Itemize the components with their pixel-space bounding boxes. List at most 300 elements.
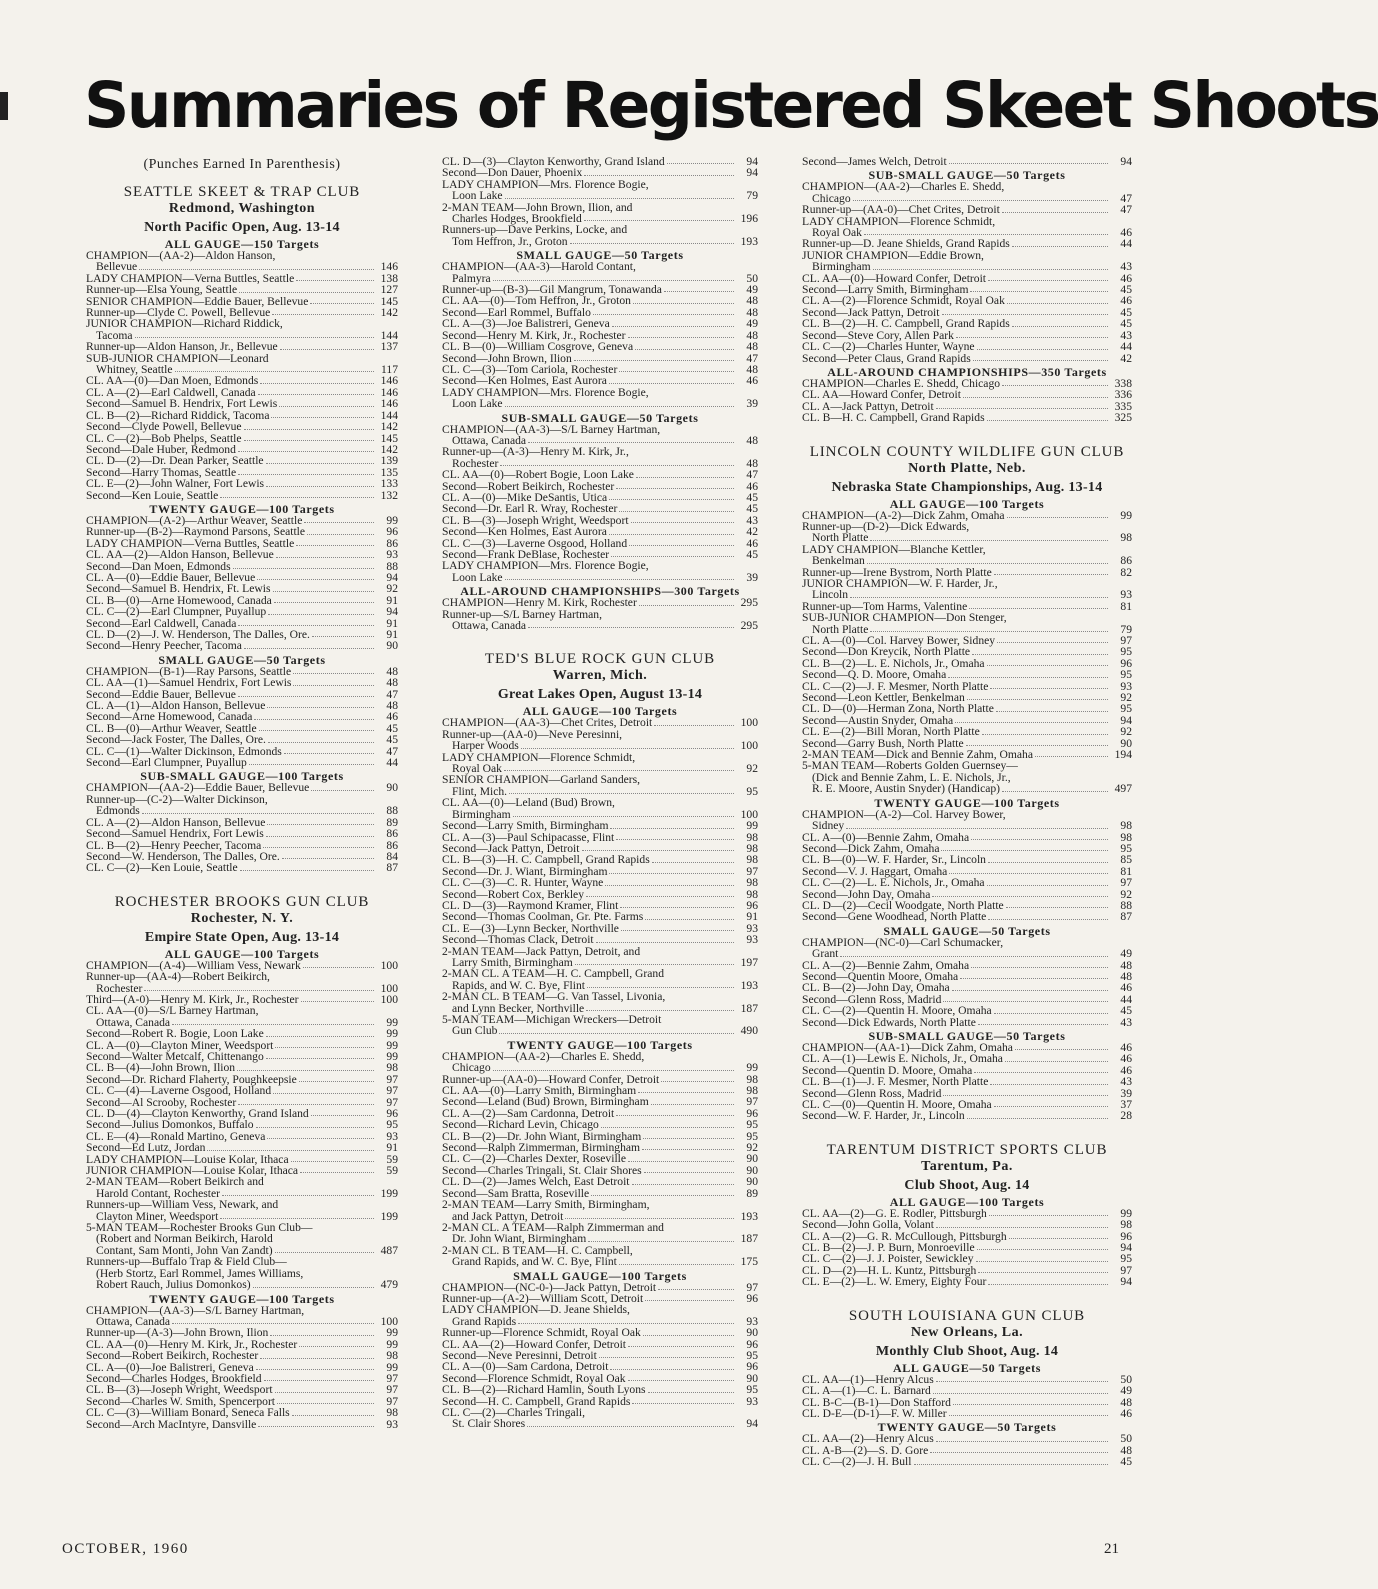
result-score: 48 (746, 362, 758, 376)
result-score: 97 (386, 1072, 398, 1086)
result-score: 84 (386, 849, 398, 863)
result-score: 97 (1120, 634, 1132, 647)
result-entry: Second—V. J. Haggart, Omaha (802, 864, 948, 878)
result-score: 79 (1120, 622, 1132, 636)
result-entry: Loon Lake (452, 570, 503, 584)
result-score: 92 (746, 1141, 758, 1155)
leader-dots (638, 1092, 734, 1093)
result-entry: Second—Samuel B. Hendrix, Fort Lewis (86, 397, 278, 411)
result-entry: Grand Rapids, and W. C. Bye, Flint (452, 1255, 617, 1269)
leader-dots (612, 326, 734, 327)
leader-dots (586, 1010, 734, 1011)
leader-dots (643, 1335, 734, 1336)
leader-dots (853, 200, 1108, 201)
club-name: TED'S BLUE ROCK GUN CLUB (484, 651, 716, 668)
result-score: 92 (386, 582, 398, 596)
result-entry: CL. B—(4)—John Brown, Ilion (86, 1061, 236, 1075)
leader-dots (291, 1161, 374, 1162)
result-entry: 2-MAN TEAM—Dick and Bennie Zahm, Omaha (802, 748, 1033, 762)
leader-dots (264, 1380, 375, 1381)
result-entry: Ottawa, Canada (96, 1015, 171, 1029)
leader-dots (628, 1346, 734, 1347)
result-entry: Second—Don Kreycik, North Platte (802, 645, 971, 659)
leader-dots (609, 383, 734, 384)
result-score: 100 (380, 1314, 398, 1328)
result-entry: (Herb Stortz, Earl Rommel, James Williams, (96, 1266, 304, 1280)
result-entry: CL. AA—(2)—G. E. Rodler, Pittsburgh (802, 1206, 987, 1220)
leader-dots (527, 1426, 734, 1427)
result-score: 90 (386, 781, 398, 795)
result-entry: CHAMPION—(A-2)—Col. Harvey Bower, (802, 807, 1006, 821)
result-entry: Runner-up—(A-2)—William Scott, Detroit (442, 1291, 644, 1305)
leader-dots (570, 243, 734, 244)
leader-dots (943, 1001, 1108, 1002)
result-score: 50 (1120, 1372, 1132, 1386)
leader-dots (966, 745, 1108, 746)
leader-dots (994, 1106, 1108, 1107)
leader-dots (493, 1070, 734, 1071)
result-score: 146 (380, 374, 398, 388)
result-score: 85 (1120, 853, 1132, 867)
result-score: 88 (386, 804, 398, 818)
result-row (442, 797, 758, 808)
result-entry: Second—Garry Bush, North Platte (802, 736, 964, 750)
leader-dots (293, 673, 374, 674)
result-entry: CL. AA—(0)—Larry Smith, Birmingham (442, 1084, 637, 1098)
leader-dots (500, 465, 734, 466)
result-row (86, 1085, 398, 1096)
result-score: 43 (1120, 1015, 1132, 1029)
result-entry: CL. B—(2)—John Day, Omaha (802, 981, 950, 995)
result-row (442, 1025, 758, 1036)
result-score: 94 (1120, 1275, 1132, 1289)
result-row (802, 809, 1132, 820)
result-score: 47 (746, 351, 758, 365)
leader-dots (949, 1415, 1108, 1416)
result-row (802, 353, 1132, 364)
result-score: 59 (386, 1164, 398, 1178)
leader-dots (207, 1150, 374, 1151)
result-score: 193 (740, 234, 758, 248)
result-score: 47 (1120, 191, 1132, 205)
leader-dots (237, 1070, 374, 1071)
leader-dots (144, 990, 374, 991)
result-score: 97 (386, 1084, 398, 1098)
result-score: 46 (1120, 981, 1132, 995)
result-entry: CHAMPION—(AA-1)—Dick Zahm, Omaha (802, 1041, 1013, 1054)
leader-dots (648, 1392, 734, 1393)
club-name: ROCHESTER BROOKS GUN CLUB (114, 893, 370, 910)
result-entry: and Lynn Becker, Northville (452, 1001, 585, 1015)
leader-dots (654, 725, 734, 726)
leader-dots (987, 885, 1108, 886)
result-entry: CL. C—(2)—L. E. Nichols, Jr., Omaha (802, 876, 985, 890)
result-entry: Loon Lake (452, 189, 503, 203)
leader-dots (254, 719, 374, 720)
result-score: 96 (746, 898, 758, 912)
leader-dots (609, 499, 734, 500)
result-entry: Grant (812, 947, 839, 961)
leader-dots (257, 579, 374, 580)
result-entry: CL. AA—(2)—Henry Alcus (802, 1432, 934, 1446)
result-entry: Second—Dick Edwards, North Platte (802, 1015, 976, 1029)
result-score: 96 (746, 1360, 758, 1374)
result-score: 91 (386, 593, 398, 607)
result-entry: R. E. Moore, Austin Snyder) (Handicap) (812, 782, 1001, 796)
leader-dots (967, 699, 1108, 700)
result-entry: Palmyra (452, 271, 491, 285)
leader-dots (596, 942, 734, 943)
result-entry: Chicago (812, 191, 851, 205)
result-entry: Second—Larry Smith, Birmingham (802, 283, 969, 297)
result-score: 28 (1120, 1109, 1132, 1123)
result-entry: Second—Austin Snyder, Omaha (802, 713, 954, 727)
result-entry: CL. D—(4)—Clayton Kenworthy, Grand Island (86, 1107, 309, 1120)
result-entry: CHAMPION—(AA-2)—Charles E. Shedd, (442, 1049, 645, 1063)
leader-dots (988, 862, 1108, 863)
result-entry: CL. A—(2)—Earl Caldwell, Canada (86, 385, 256, 399)
result-row (442, 1418, 758, 1429)
result-entry: CL. B—(3)—H. C. Campbell, Grand Rapids (442, 853, 650, 867)
result-row (86, 549, 398, 560)
result-score: 325 (1114, 411, 1132, 425)
result-row (86, 421, 398, 432)
column-1 (86, 156, 398, 1430)
result-entry: CL. B—(0)—W. F. Harder, Sr., Lincoln (802, 853, 986, 867)
result-entry: Second—James Welch, Detroit (802, 155, 947, 168)
leader-dots (994, 1013, 1108, 1014)
result-entry: CL. A—(1)—Lewis E. Nichols, Jr., Omaha (802, 1052, 1003, 1066)
result-entry: CL. B—(2)—J. P. Burn, Monroeville (802, 1241, 975, 1255)
result-score: 95 (746, 784, 758, 798)
result-score: 99 (386, 1337, 398, 1351)
result-score: 95 (1120, 702, 1132, 716)
result-entry: Second—Leland (Bud) Brown, Birmingham (442, 1095, 649, 1109)
result-entry: CHAMPION—(NC-0-)—Jack Pattyn, Detroit (442, 1280, 657, 1294)
result-entry: CL. B—(2)—Dr. John Wiant, Birmingham (442, 1129, 642, 1143)
result-score: 42 (1120, 351, 1132, 365)
result-row (802, 1219, 1132, 1230)
leader-dots (956, 337, 1108, 338)
result-row (802, 1017, 1132, 1028)
result-entry: CL. C—(2)—Bob Phelps, Seattle (86, 431, 242, 445)
result-entry: Sidney (812, 819, 845, 833)
leader-dots (504, 770, 734, 771)
result-entry: Second—Jack Pattyn, Detroit (442, 841, 580, 855)
club-location: Tarentum, Pa. (921, 1158, 1013, 1174)
result-score: 37 (1120, 1098, 1132, 1112)
leader-dots (1035, 756, 1108, 757)
result-entry: CL. A—Jack Pattyn, Detroit (802, 399, 934, 413)
result-entry: 2-MAN CL. B TEAM—G. Van Tassel, Livonia, (442, 990, 666, 1004)
gauge-heading: ALL GAUGE—100 Targets (164, 946, 320, 961)
club-location: Rochester, N. Y. (190, 910, 294, 926)
leader-dots (528, 442, 734, 443)
result-entry: CL. A—(1)—Aldon Hanson, Bellevue (86, 699, 266, 713)
result-score: 96 (1120, 656, 1132, 670)
result-row (442, 1256, 758, 1267)
result-score: 99 (1120, 508, 1132, 522)
result-row (442, 1384, 758, 1395)
result-entry: Charles Hodges, Brookfield (452, 212, 582, 226)
result-score: 45 (386, 721, 398, 735)
leader-dots (987, 665, 1108, 666)
result-score: 127 (380, 283, 398, 297)
leader-dots (266, 836, 374, 837)
leader-dots (582, 850, 735, 851)
result-score: 497 (1114, 782, 1132, 796)
result-row (802, 937, 1132, 948)
result-score: 94 (746, 155, 758, 168)
result-entry: Second—Julius Domonkos, Buffalo (86, 1118, 254, 1132)
result-entry: CL. A—(1)—C. L. Barnard (802, 1384, 931, 1398)
leader-dots (303, 967, 374, 968)
leader-dots (988, 1284, 1108, 1285)
result-score: 99 (386, 1027, 398, 1041)
leader-dots (268, 614, 374, 615)
result-score: 187 (740, 1232, 758, 1246)
leader-dots (631, 522, 734, 523)
result-entry: Runner-up—(AA-4)—Robert Beikirch, (86, 970, 270, 984)
result-row (802, 1433, 1132, 1444)
leader-dots (244, 429, 374, 430)
result-row (802, 612, 1132, 623)
leader-dots (275, 1047, 374, 1048)
result-score: 100 (380, 958, 398, 972)
result-entry: Second—Ken Holmes, East Aurora (442, 525, 607, 539)
gauge-heading: ALL GAUGE—50 Targets (892, 1360, 1042, 1375)
result-entry: CHAMPION—(AA-3)—S/L Barney Hartman, (86, 1303, 305, 1317)
result-score: 45 (746, 548, 758, 561)
result-row (442, 190, 758, 201)
result-row (442, 526, 758, 537)
leader-dots (636, 477, 734, 478)
result-score: 97 (1120, 1263, 1132, 1277)
result-entry: CL. A—(0)—Col. Harvey Bower, Sidney (802, 634, 996, 647)
result-score: 99 (386, 513, 398, 527)
result-entry: CL. AA—(0)—Dan Moen, Edmonds (86, 374, 259, 388)
column-3 (802, 156, 1132, 1468)
leader-dots (972, 654, 1108, 655)
leader-dots (621, 930, 734, 931)
result-entry: Runner-up—(C-2)—Walter Dickinson, (86, 792, 268, 806)
leader-dots (584, 220, 734, 221)
event-title: Monthly Club Shoot, Aug. 14 (875, 1343, 1059, 1359)
result-row (442, 318, 758, 329)
result-row (802, 555, 1132, 566)
result-entry: 2-MAN TEAM—Larry Smith, Birmingham, (442, 1198, 650, 1212)
result-score: 50 (746, 271, 758, 285)
result-score: 45 (1120, 305, 1132, 319)
result-entry: Second—Quentin D. Moore, Omaha (802, 1063, 973, 1077)
result-entry: CL. C—(2)—J. H. Bull (802, 1455, 912, 1469)
result-score: 45 (746, 490, 758, 504)
leader-dots (948, 677, 1108, 678)
result-score: 98 (1120, 830, 1132, 844)
leader-dots (870, 631, 1108, 632)
result-score: 100 (740, 739, 758, 753)
leader-dots (651, 1104, 734, 1105)
result-entry: St. Clair Shores (452, 1417, 526, 1431)
leader-dots (307, 534, 374, 535)
leader-dots (971, 839, 1108, 840)
result-score: 97 (386, 1383, 398, 1397)
result-entry: CL. A—(2)—G. R. McCullough, Pittsburgh (802, 1229, 1007, 1243)
leader-dots (609, 873, 734, 874)
result-entry: Runner-up—D. Jeane Shields, Grand Rapids (802, 237, 1010, 251)
leader-dots (586, 896, 734, 897)
result-entry: Harper Woods (452, 739, 519, 753)
result-row (442, 991, 758, 1002)
result-row (86, 478, 398, 489)
leader-dots (275, 1392, 374, 1393)
result-score: 196 (740, 212, 758, 226)
result-row (86, 971, 398, 982)
leader-dots (996, 711, 1108, 712)
leader-dots (633, 303, 734, 304)
result-entry: SENIOR CHAMPION—Garland Sanders, (442, 773, 641, 787)
leader-dots (1005, 1061, 1108, 1062)
result-entry: Runner-up—Aldon Hanson, Jr., Bellevue (86, 340, 278, 354)
result-entry: Third—(A-0)—Henry M. Kirk, Jr., Rochester (86, 992, 299, 1006)
result-entry: CL. C—(2)—Charles Dexter, Roseville (442, 1152, 627, 1166)
leader-dots (513, 816, 734, 817)
result-entry: Second—Eddie Bauer, Bellevue (86, 687, 236, 701)
result-score: 145 (380, 294, 398, 308)
leader-dots (238, 474, 374, 475)
result-score: 193 (740, 1209, 758, 1223)
result-score: 91 (386, 1141, 398, 1155)
result-row (86, 1028, 398, 1039)
leader-dots (645, 919, 734, 920)
result-score: 86 (386, 827, 398, 841)
leader-dots (139, 269, 374, 270)
leader-dots (528, 627, 734, 628)
leader-dots (610, 828, 734, 829)
result-score: 137 (380, 340, 398, 354)
leader-dots (953, 1404, 1108, 1405)
leader-dots (296, 545, 374, 546)
leader-dots (1012, 246, 1108, 247)
result-score: 91 (386, 616, 398, 630)
result-entry: Edmonds (96, 804, 140, 818)
result-score: 335 (1114, 399, 1132, 413)
result-score: 46 (746, 479, 758, 493)
leader-dots (610, 1369, 734, 1370)
result-score: 487 (380, 1243, 398, 1257)
leader-dots (310, 303, 374, 304)
gauge-heading: SUB-SMALL GAUGE—50 Targets (868, 1029, 1066, 1043)
result-entry: Second—Florence Schmidt, Royal Oak (442, 1371, 626, 1385)
result-score: 88 (1120, 898, 1132, 912)
result-entry: 2-MAN TEAM—Robert Beikirch and (86, 1175, 264, 1189)
gauge-heading: SUB-SMALL GAUGE—50 Targets (501, 410, 699, 425)
result-score: 49 (746, 283, 758, 297)
leader-dots (256, 1369, 374, 1370)
result-entry: CHAMPION—(B-1)—Ray Parsons, Seattle (86, 664, 292, 678)
result-score: 98 (746, 830, 758, 844)
result-entry: CHAMPION—(AA-3)—Harold Contant, (442, 260, 636, 274)
result-score: 79 (746, 189, 758, 203)
leader-dots (932, 896, 1108, 897)
result-row (442, 620, 758, 631)
result-row (86, 1142, 398, 1153)
result-entry: CL. AA—(0)—Tom Heffron, Jr., Groton (442, 294, 631, 308)
result-score: 94 (746, 166, 758, 180)
leader-dots (135, 337, 374, 338)
result-score: 199 (380, 1186, 398, 1200)
result-row (802, 911, 1132, 922)
result-entry: CL. AA—(1)—Henry Alcus (802, 1372, 934, 1386)
leader-dots (311, 790, 374, 791)
result-entry: Runner-up—(B-2)—Raymond Parsons, Seattle (86, 525, 306, 539)
result-row (86, 1407, 398, 1418)
leader-dots (509, 793, 734, 794)
result-score: 46 (386, 710, 398, 724)
result-entry: CL. D—(2)—H. L. Kuntz, Pittsburgh (802, 1263, 977, 1277)
result-entry: Second—Steve Cory, Allen Park (802, 328, 954, 342)
column-2 (442, 156, 758, 1430)
club-location: Redmond, Washington (168, 201, 316, 216)
leader-dots (1006, 907, 1108, 908)
result-score: 94 (746, 1417, 758, 1431)
result-entry: Second—John Brown, Ilion (442, 351, 572, 365)
leader-dots (272, 314, 374, 315)
result-score: 46 (1120, 1052, 1132, 1066)
leader-dots (628, 1380, 734, 1381)
result-score: 97 (746, 1280, 758, 1294)
result-entry: CL. AA—(0)—S/L Barney Hartman, (86, 1004, 259, 1018)
leader-dots (989, 1215, 1108, 1216)
result-entry: CL. B—(1)—J. F. Mesmer, North Platte (802, 1075, 989, 1089)
result-score: 49 (1120, 1384, 1132, 1398)
result-entry: CL. D-E—(D-1)—F. W. Miller (802, 1406, 947, 1420)
leader-dots (505, 406, 734, 407)
result-row (86, 1199, 398, 1210)
result-entry: Second—Clyde Powell, Bellevue (86, 420, 242, 434)
result-score: 336 (1114, 388, 1132, 402)
result-score: 99 (1120, 1206, 1132, 1220)
leader-dots (593, 314, 734, 315)
leader-dots (930, 1452, 1108, 1453)
result-score: 97 (746, 864, 758, 878)
result-score: 90 (746, 1371, 758, 1385)
leader-dots (994, 574, 1108, 575)
result-entry: Second—Dick Zahm, Omaha (802, 841, 940, 855)
leader-dots (505, 579, 734, 580)
result-entry: Second—Richard Levin, Chicago (442, 1118, 599, 1132)
result-row (86, 606, 398, 617)
leader-dots (870, 540, 1108, 541)
result-entry: Second—John Day, Omaha (802, 887, 931, 901)
leader-dots (628, 337, 734, 338)
result-entry: Clayton Miner, Weedsport (96, 1209, 219, 1223)
result-entry: LADY CHAMPION—Mrs. Florence Bogie, (442, 385, 649, 399)
result-entry: Second—Arne Homewood, Canada (86, 710, 253, 724)
result-row (442, 1233, 758, 1244)
leader-dots (518, 1323, 734, 1324)
gauge-heading: ALL GAUGE—100 Targets (522, 704, 678, 719)
result-score: 98 (386, 1406, 398, 1420)
leader-dots (949, 873, 1108, 874)
leader-dots (279, 406, 374, 407)
leader-dots (914, 1464, 1108, 1465)
leader-dots (273, 591, 374, 592)
leader-dots (239, 292, 374, 293)
result-entry: 5-MAN TEAM—Rochester Brooks Gun Club— (86, 1221, 313, 1235)
result-entry: Second—Frank DeBlase, Rochester (442, 548, 610, 561)
result-score: 132 (380, 488, 398, 502)
